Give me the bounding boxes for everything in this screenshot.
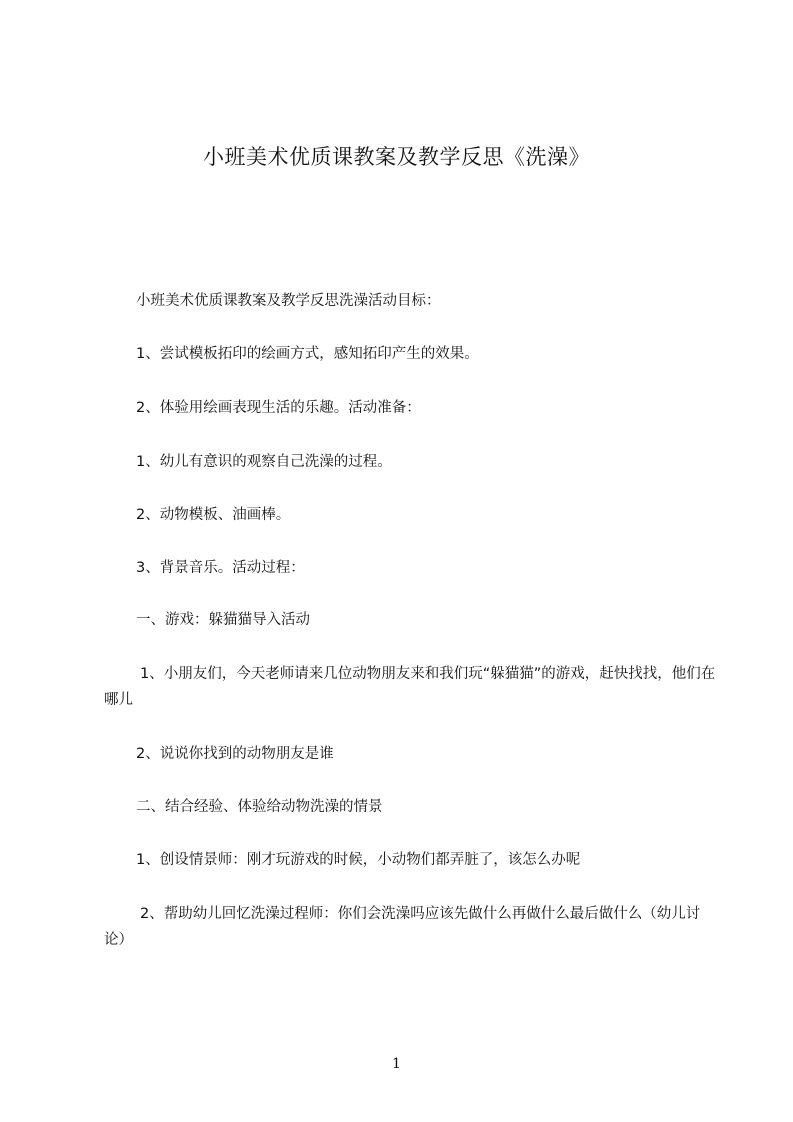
paragraph-section-1-heading: 一、游戏：躲猫猫导入活动 [136,612,310,628]
paragraph-objectives-heading: 小班美术优质课教案及教学反思洗澡活动目标： [136,293,441,309]
paragraph-step-1-1: 1、小朋友们，今天老师请来几位动物朋友来和我们玩“躲猫猫”的游戏，赶快找找，他们在哪儿 [104,666,716,708]
page-number: 1 [392,1056,401,1072]
document-title: 小班美术优质课教案及教学反思《洗澡》 [203,145,590,169]
paragraph-section-2-heading: 二、结合经验、体验给动物洗澡的情景 [136,799,383,815]
paragraph-step-2-1: 1、创设情景师：刚才玩游戏的时候，小动物们都弄脏了，该怎么办呢 [136,852,581,868]
paragraph-preparation-1: 1、幼儿有意识的观察自己洗澡的过程。 [136,454,392,470]
paragraph-preparation-2: 2、动物模板、油画棒。 [136,507,291,523]
paragraph-objective-1: 1、尝试模板拓印的绘画方式，感知拓印产生的效果。 [136,346,479,362]
paragraph-step-1-2: 2、说说你找到的动物朋友是谁 [136,746,334,762]
paragraph-preparation-3: 3、背景音乐。活动过程： [136,560,305,576]
paragraph-objective-2: 2、体验用绘画表现生活的乐趣。活动准备： [136,400,421,416]
paragraph-step-2-2: 2、帮助幼儿回忆洗澡过程师：你们会洗澡吗应该先做什么再做什么最后做什么（幼儿讨论） [104,906,701,948]
